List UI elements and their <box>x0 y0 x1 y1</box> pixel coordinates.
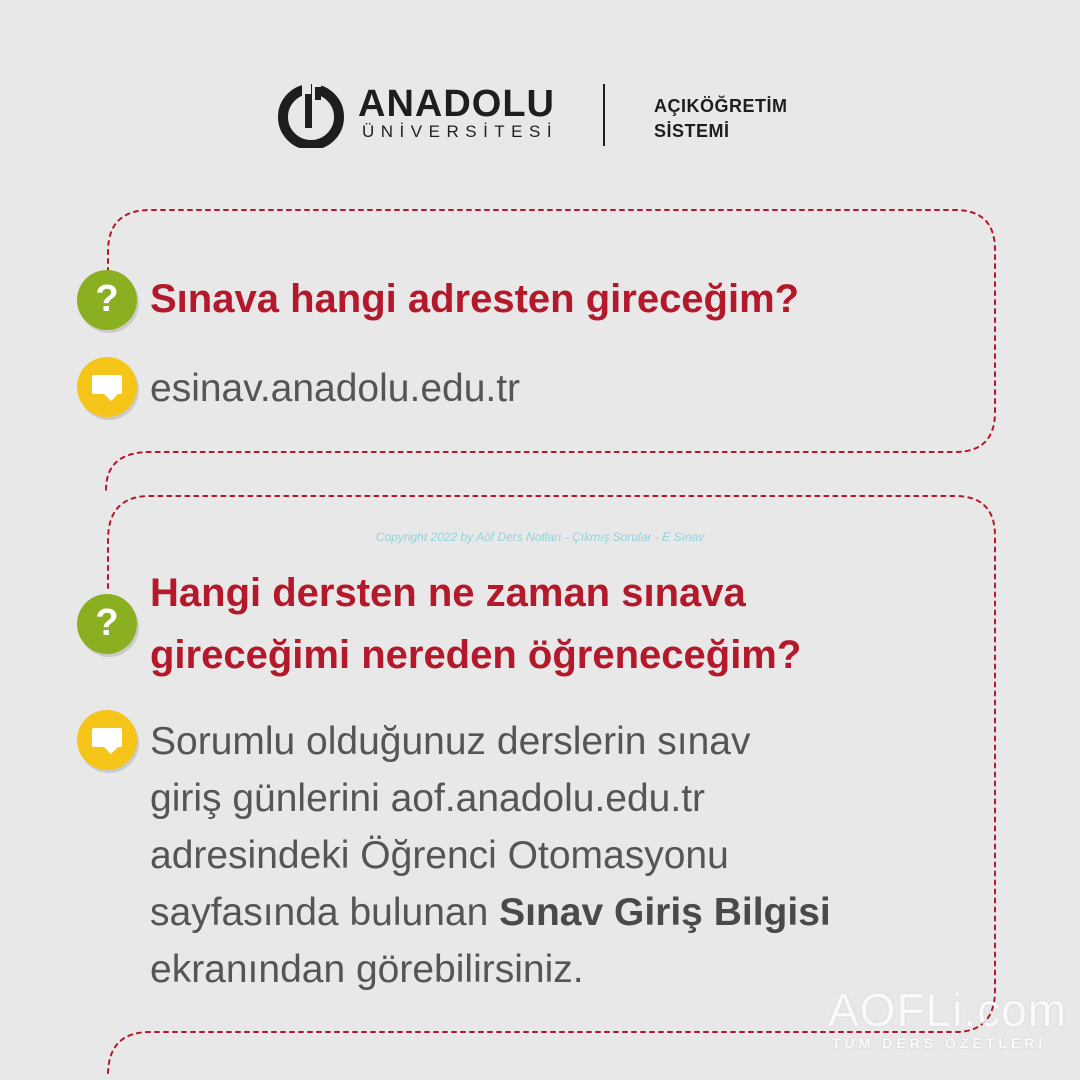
watermark-tagline: TÜM DERS ÖZETLERİ <box>832 1035 1047 1051</box>
speech-bubble-icon <box>77 357 137 417</box>
watermark-brand: AOFLi.com <box>828 984 1068 1036</box>
answer-2-line4-text: sayfasında bulunan <box>150 891 500 934</box>
system-name-line2: SİSTEMİ <box>654 121 730 141</box>
speech-bubble-icon <box>77 710 137 770</box>
answer-2-line5: ekranından görebilirsiniz. <box>150 948 584 991</box>
answer-2-line2: giriş günlerini aof.anadolu.edu.tr <box>150 777 706 820</box>
brand-name: ANADOLU <box>358 83 555 125</box>
question-mark-icon: ? <box>77 270 137 330</box>
answer-2 <box>150 713 990 998</box>
question-1: Sınava hangi adresten gireceğim? <box>150 277 800 321</box>
copyright-text: Copyright 2022 by Aöf Ders Notları - Çıkmış Sorular - E Sınav <box>375 530 705 544</box>
answer-1: esinav.anadolu.edu.tr <box>150 367 521 410</box>
answer-2-line3: adresindeki Öğrenci Otomasyonu <box>150 834 729 877</box>
question-mark-icon: ? <box>77 594 137 654</box>
answer-2-line4 <box>150 884 990 941</box>
system-name-line1: AÇIKÖĞRETİM <box>654 96 788 116</box>
exam-info-label: Sınav Giriş Bilgisi <box>499 891 831 934</box>
question-2-line1: Hangi dersten ne zaman sınava <box>150 571 746 615</box>
question-2-line2: gireceğimi nereden öğreneceğim? <box>150 633 802 677</box>
question-2 <box>150 566 1010 682</box>
answer-2-line1: Sorumlu olduğunuz derslerin sınav <box>150 720 751 763</box>
brand-subtitle: ÜNİVERSİTESİ <box>362 122 559 141</box>
dashed-frame-1 <box>106 210 995 490</box>
